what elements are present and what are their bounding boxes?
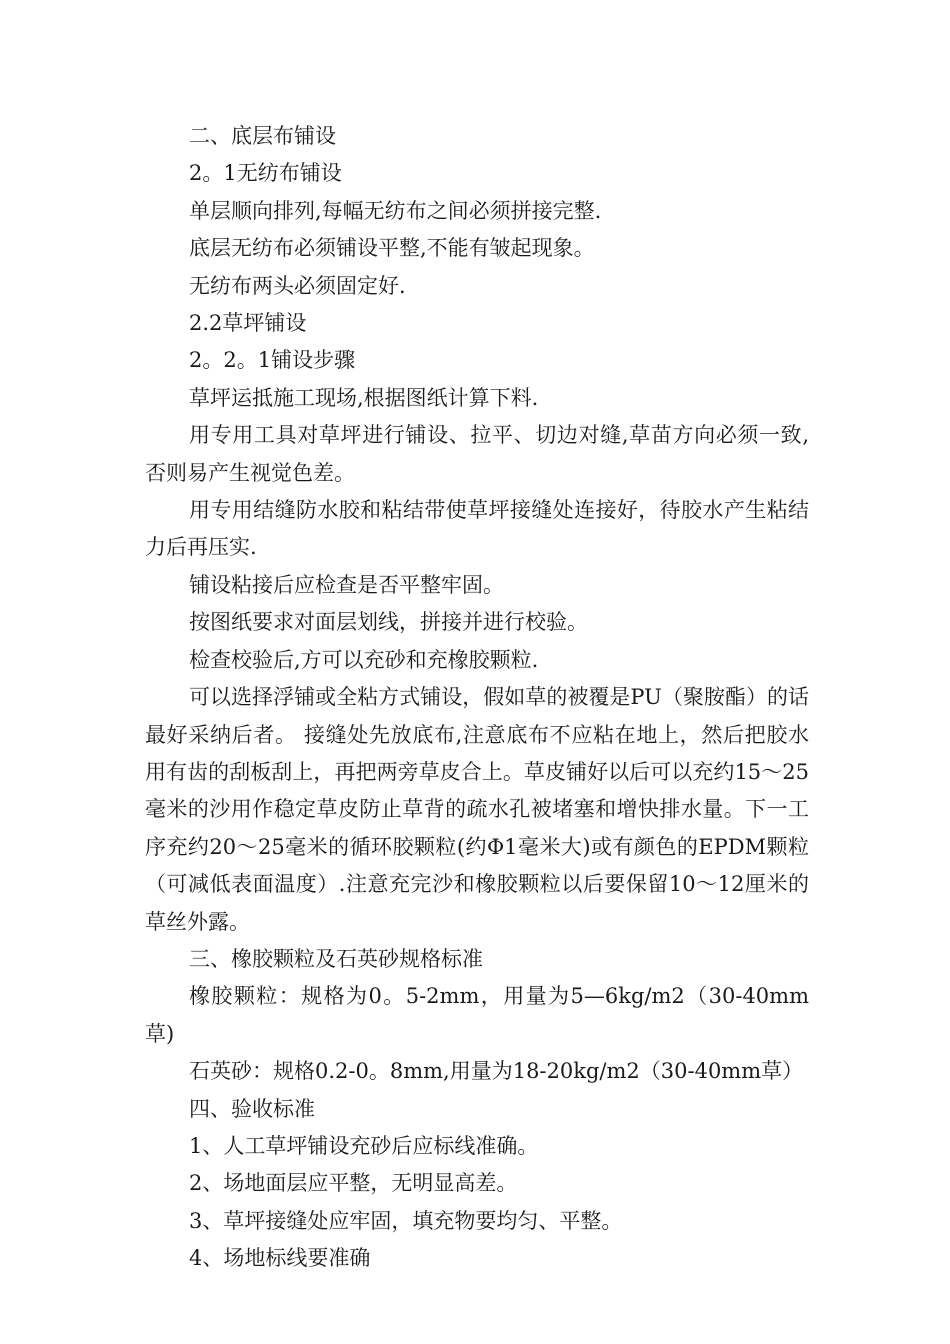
paragraph: 检查校验后,方可以充砂和充橡胶颗粒. [189,647,539,672]
list-item: 3、草坪接缝处应牢固，填充物要均匀、平整。 [189,1208,623,1233]
section-heading-base-layer: 二、底层布铺设 [189,124,336,148]
list-item: 2、场地面层应平整，无明显高差。 [189,1171,518,1196]
paragraph: 用专用工具对草坪进行铺设、拉平、切边对缝,草苗方向必须一致,否则易产生视觉色差。 [145,423,809,485]
list-item: 4、场地标线要准确 [189,1246,371,1271]
list-item: 1、人工草坪铺设充砂后应标线准确。 [189,1133,539,1158]
paragraph: 可以选择浮铺或全粘方式铺设，假如草的被覆是PU（聚胺酯）的话最好采纳后者。 接缝处先放底布,注意底布不应粘在地上，然后把胶水用有齿的刮板刮上，再把两旁草皮合上。草皮铺好以后可以充约15～25毫米的沙用作稳定草皮防止草背的疏水孔被堵塞和增快排水量。下一工序充约20～25毫米的循环胶颗粒(约Φ1毫米大)或有颜色的EPDM颗粒（可减低表面温度）.注意充完沙和橡胶颗粒以后要保留10～12厘米的草丝外露。 [145,685,809,934]
subsection-heading-turf-laying: 2.2草坪铺设 [189,311,307,336]
section-heading-acceptance: 四、验收标准 [189,1096,315,1121]
paragraph: 无纺布两头必须固定好. [189,273,406,298]
subsection-heading-nonwoven: 2。1无纺布铺设 [189,161,342,186]
paragraph: 底层无纺布必须铺设平整,不能有皱起现象。 [189,236,595,261]
spec-rubber-granules: 橡胶颗粒：规格为0。5-2mm，用量为5—6kg/m2（30-40mm草) [145,984,809,1046]
subsection-heading-laying-steps: 2。2。1铺设步骤 [189,348,356,373]
paragraph: 用专用结缝防水胶和粘结带使草坪接缝处连接好，待胶水产生粘结力后再压实. [145,498,809,560]
paragraph: 按图纸要求对面层划线，拼接并进行校验。 [189,610,588,635]
paragraph: 草坪运抵施工现场,根据图纸计算下料. [189,385,539,410]
spec-quartz-sand: 石英砂：规格0.2-0。8mm,用量为18-20kg/m2（30-40mm草） [189,1059,804,1084]
section-heading-rubber-sand-spec: 三、橡胶颗粒及石英砂规格标准 [189,946,483,971]
document-body [145,118,809,1278]
paragraph: 铺设粘接后应检查是否平整牢固。 [189,572,504,597]
paragraph: 单层顺向排列,每幅无纺布之间必须拼接完整. [189,198,602,223]
